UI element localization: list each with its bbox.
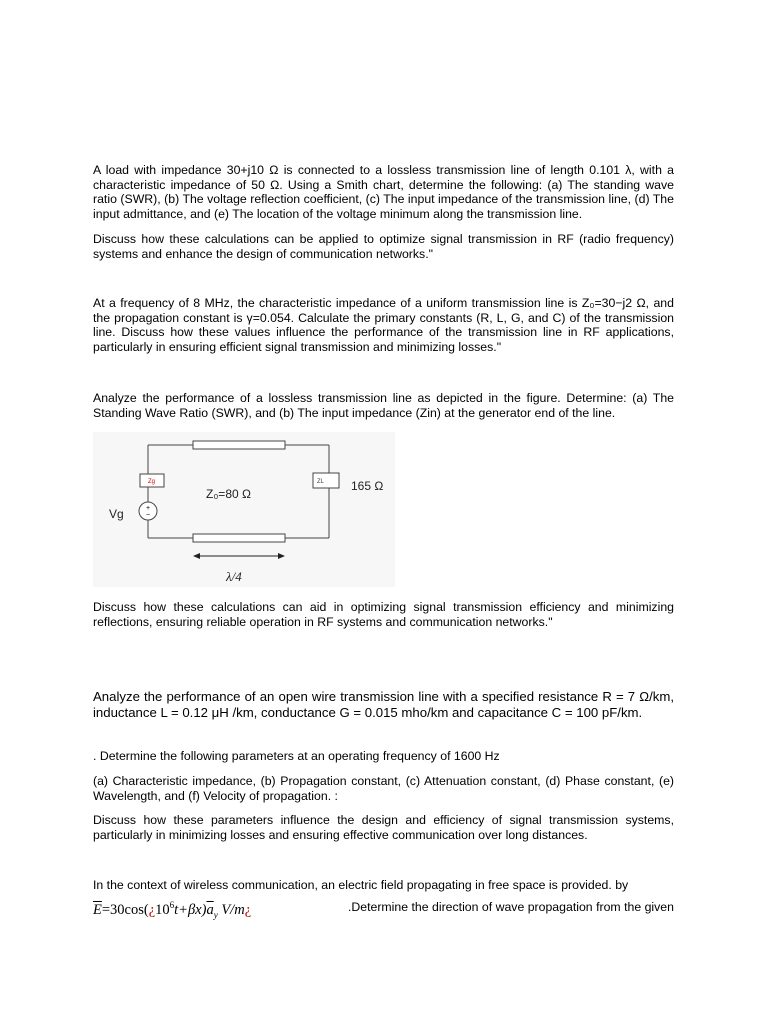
z0-label: Z₀=80 Ω (206, 487, 251, 501)
eq-unit: V/m (221, 901, 245, 918)
eq-unit-vector: $\overline{a}$ (206, 901, 214, 918)
question-1-discussion: Discuss how these calculations can be applied to optimize signal transmission in RF (radio frequency) systems and enhance the design of communication networks." (93, 232, 674, 261)
circuit-diagram (93, 432, 395, 587)
question-4-frequency: . Determine the following parameters at an operating frequency of 1600 Hz (93, 749, 500, 763)
vg-label: Vg (109, 507, 124, 521)
eq-e-vector: $\overline{E}$ (93, 901, 102, 918)
electric-field-equation (93, 897, 674, 923)
eq-subscript: y (213, 909, 218, 920)
zg-label: Zg (148, 479, 156, 485)
line-top-segment (193, 441, 285, 449)
question-2-text: At a frequency of 8 MHz, the characteristic impedance of a uniform transmission line is Z₀=30−j2 Ω, and the propagation constant is γ=0.054. Calculate the primary constants (R, L, G, and C) of the transmission line. Discuss how these values influence the performance of the transmission line in RF applications, particularly in ensuring efficient signal transmission and minimizing losses." (93, 296, 674, 354)
arrow-right-icon (278, 553, 285, 559)
question-5-text: In the context of wireless communication, an electric field propagating in free space is provided. by (93, 878, 629, 892)
zl-label: ZL (317, 479, 325, 485)
source-plus: + (145, 505, 151, 512)
question-4-parts: (a) Characteristic impedance, (b) Propagation constant, (c) Attenuation constant, (d) Phase constant, (e) Wavelength, and (f) Velocity of propagation. : (93, 774, 674, 803)
question-3-text: Analyze the performance of a lossless transmission line as depicted in the figure. Determine: (a) The Standing Wave Ratio (SWR), and (b) The input impedance (Zin) at the generator end of the line. (93, 391, 674, 420)
length-label: λ/4 (226, 569, 242, 584)
eq-inverted-question: ¿ (148, 901, 156, 918)
eq-cos: =30cos( (101, 901, 149, 918)
load-label: 165 Ω (351, 479, 384, 493)
question-4-text: Analyze the performance of an open wire transmission line with a specified resistance R = 7 Ω/km, inductance L = 0.12 μH /km, conductance G = 0.015 mho/km and capacitance C = 100 pF/km. (93, 689, 674, 720)
source-minus: − (145, 512, 151, 519)
question-1-text: A load with impedance 30+j10 Ω is connected to a lossless transmission line of length 0.101 λ, with a characteristic impedance of 50 Ω. Using a Smith chart, determine the following: (a) The standing wave ratio (SWR), (b) The voltage reflection coefficient, (c) The input impedance of the transmission line, (d) The input admittance, and (e) The location of the voltage minimum along the transmission line. (93, 163, 674, 221)
arrow-left-icon (193, 553, 200, 559)
question-4-discussion: Discuss how these parameters influence the design and efficiency of signal transmission systems, particularly in minimizing losses and ensuring effective communication over long distances. (93, 813, 674, 842)
eq-ten: 10 (155, 901, 170, 918)
line-bottom-segment (193, 534, 285, 542)
eq-trailing-text: .Determine the direction of wave propagation from the given (347, 900, 674, 914)
eq-inverted-question-2: ¿ (244, 901, 252, 918)
question-3-discussion: Discuss how these calculations can aid in optimizing signal transmission efficiency and minimizing reflections, ensuring reliable operation in RF systems and communication networks." (93, 600, 674, 629)
eq-exponent: 6 (169, 900, 175, 910)
eq-phase: t+βx) (174, 901, 207, 918)
transmission-line-figure (93, 432, 395, 587)
